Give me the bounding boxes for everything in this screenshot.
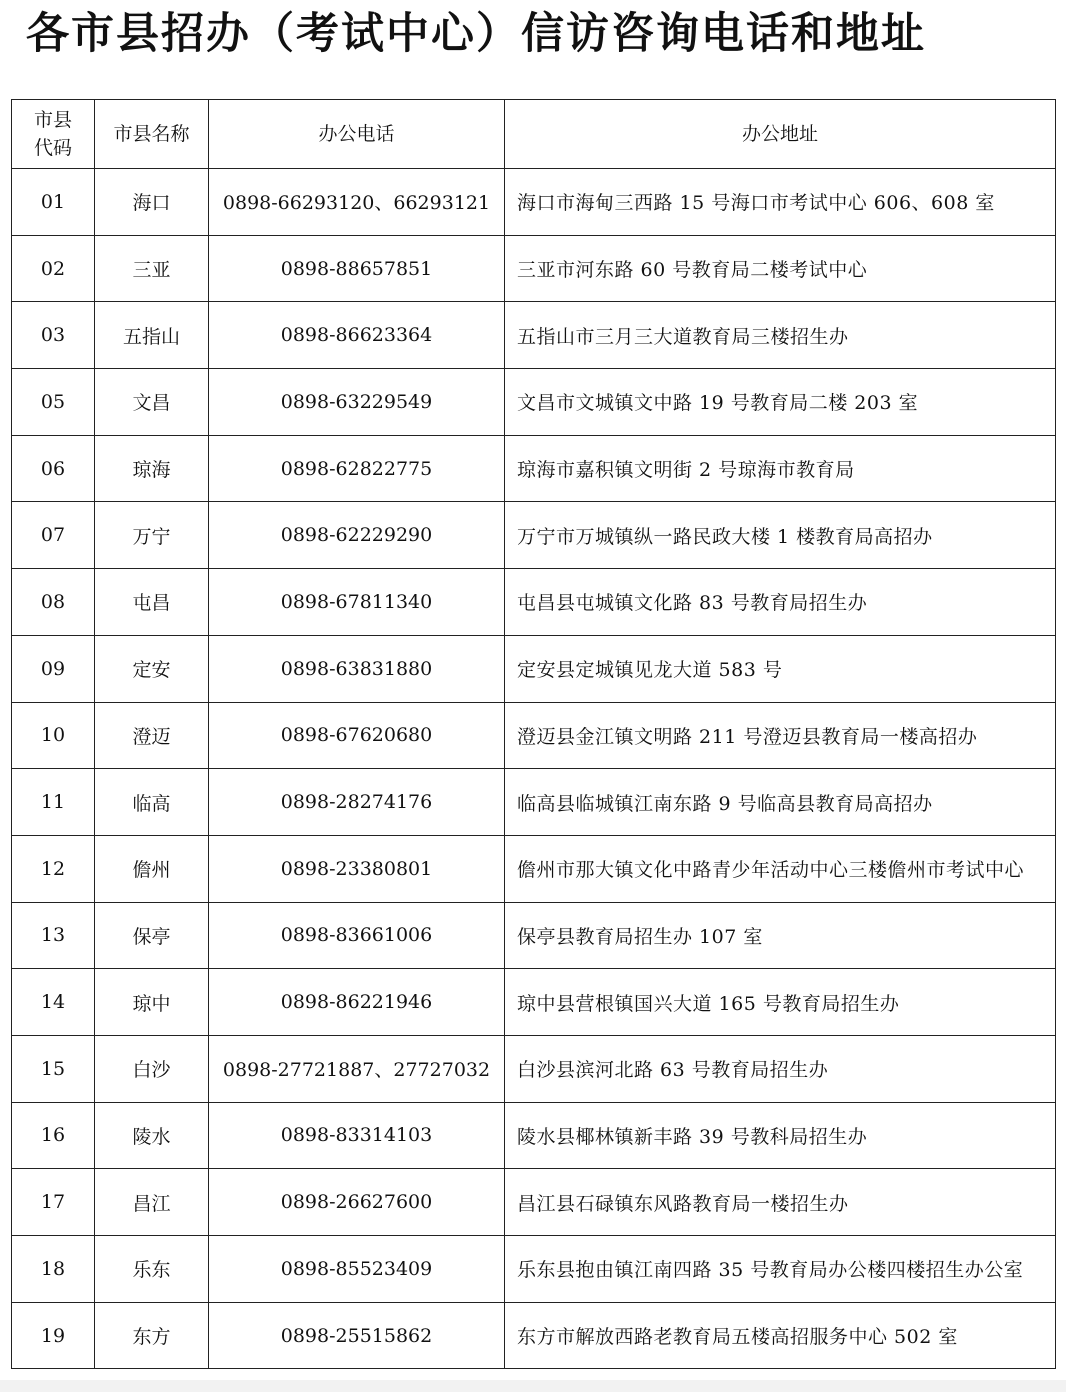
cell-address: 儋州市那大镇文化中路青少年活动中心三楼儋州市考试中心 (505, 835, 1056, 902)
table-row (12, 1302, 1056, 1369)
cell-name: 琼海 (95, 435, 209, 502)
cell-name: 儋州 (95, 835, 209, 902)
cell-code: 14 (12, 969, 95, 1036)
table-row (12, 902, 1056, 969)
cell-address: 乐东县抱由镇江南四路 35 号教育局办公楼四楼招生办公室 (505, 1236, 1056, 1303)
cell-phone: 0898-67620680 (209, 702, 505, 769)
cell-address: 文昌市文城镇文中路 19 号教育局二楼 203 室 (505, 369, 1056, 436)
cell-address: 海口市海甸三西路 15 号海口市考试中心 606、608 室 (505, 169, 1056, 236)
cell-code: 01 (12, 169, 95, 236)
header-code-line1: 市县 (33, 109, 72, 131)
page-title: 各市县招办（考试中心）信访咨询电话和地址 (26, 9, 926, 59)
cell-phone: 0898-83661006 (209, 902, 505, 969)
table-row (12, 435, 1056, 502)
cell-phone: 0898-23380801 (209, 835, 505, 902)
cell-name: 东方 (95, 1302, 209, 1369)
cell-address: 白沙县滨河北路 63 号教育局招生办 (505, 1035, 1056, 1102)
cell-name: 保亭 (95, 902, 209, 969)
cell-address: 临高县临城镇江南东路 9 号临高县教育局高招办 (505, 769, 1056, 836)
cell-phone: 0898-83314103 (209, 1102, 505, 1169)
cell-name: 文昌 (95, 369, 209, 436)
table-row (12, 169, 1056, 236)
cell-phone: 0898-27721887、27727032 (209, 1035, 505, 1102)
cell-code: 10 (12, 702, 95, 769)
cell-name: 琼中 (95, 969, 209, 1036)
cell-code: 06 (12, 435, 95, 502)
table-row (12, 635, 1056, 702)
header-code (12, 100, 95, 169)
table-row (12, 1169, 1056, 1236)
cell-code: 18 (12, 1236, 95, 1303)
cell-name: 五指山 (95, 302, 209, 369)
cell-name: 昌江 (95, 1169, 209, 1236)
cell-phone: 0898-63229549 (209, 369, 505, 436)
cell-phone: 0898-25515862 (209, 1302, 505, 1369)
cell-code: 08 (12, 569, 95, 636)
cell-phone: 0898-86221946 (209, 969, 505, 1036)
table-row (12, 302, 1056, 369)
cell-address: 五指山市三月三大道教育局三楼招生办 (505, 302, 1056, 369)
table-row (12, 702, 1056, 769)
cell-code: 07 (12, 502, 95, 569)
cell-name: 乐东 (95, 1236, 209, 1303)
table-row (12, 369, 1056, 436)
cell-code: 15 (12, 1035, 95, 1102)
cell-code: 19 (12, 1302, 95, 1369)
cell-address: 万宁市万城镇纵一路民政大楼 1 楼教育局高招办 (505, 502, 1056, 569)
table-row (12, 1102, 1056, 1169)
cell-phone: 0898-86623364 (209, 302, 505, 369)
cell-phone: 0898-62229290 (209, 502, 505, 569)
cell-name: 海口 (95, 169, 209, 236)
cell-address: 琼中县营根镇国兴大道 165 号教育局招生办 (505, 969, 1056, 1036)
cell-code: 02 (12, 235, 95, 302)
cell-phone: 0898-62822775 (209, 435, 505, 502)
header-address: 办公地址 (505, 100, 1056, 169)
cell-code: 09 (12, 635, 95, 702)
cell-name: 白沙 (95, 1035, 209, 1102)
cell-name: 定安 (95, 635, 209, 702)
table-row (12, 569, 1056, 636)
cell-address: 三亚市河东路 60 号教育局二楼考试中心 (505, 235, 1056, 302)
table-row (12, 835, 1056, 902)
table-row (12, 235, 1056, 302)
cell-name: 澄迈 (95, 702, 209, 769)
cell-code: 16 (12, 1102, 95, 1169)
table-row (12, 502, 1056, 569)
cell-phone: 0898-88657851 (209, 235, 505, 302)
table-row (12, 769, 1056, 836)
contact-table (11, 99, 1056, 1369)
cell-address: 琼海市嘉积镇文明街 2 号琼海市教育局 (505, 435, 1056, 502)
table-row (12, 969, 1056, 1036)
cell-phone: 0898-63831880 (209, 635, 505, 702)
table-row (12, 1035, 1056, 1102)
header-phone: 办公电话 (209, 100, 505, 169)
cell-code: 17 (12, 1169, 95, 1236)
cell-address: 东方市解放西路老教育局五楼高招服务中心 502 室 (505, 1302, 1056, 1369)
cell-name: 陵水 (95, 1102, 209, 1169)
cell-name: 万宁 (95, 502, 209, 569)
cell-address: 昌江县石碌镇东风路教育局一楼招生办 (505, 1169, 1056, 1236)
page-bottom-edge (0, 1380, 1066, 1392)
cell-address: 屯昌县屯城镇文化路 83 号教育局招生办 (505, 569, 1056, 636)
cell-name: 屯昌 (95, 569, 209, 636)
cell-address: 澄迈县金江镇文明路 211 号澄迈县教育局一楼高招办 (505, 702, 1056, 769)
cell-code: 03 (12, 302, 95, 369)
header-name: 市县名称 (95, 100, 209, 169)
cell-code: 12 (12, 835, 95, 902)
table-row (12, 1236, 1056, 1303)
cell-phone: 0898-85523409 (209, 1236, 505, 1303)
cell-phone: 0898-67811340 (209, 569, 505, 636)
cell-phone: 0898-26627600 (209, 1169, 505, 1236)
cell-phone: 0898-66293120、66293121 (209, 169, 505, 236)
cell-address: 定安县定城镇见龙大道 583 号 (505, 635, 1056, 702)
cell-code: 11 (12, 769, 95, 836)
cell-address: 陵水县椰林镇新丰路 39 号教科局招生办 (505, 1102, 1056, 1169)
cell-name: 临高 (95, 769, 209, 836)
header-code-line2: 代码 (33, 137, 72, 159)
cell-name: 三亚 (95, 235, 209, 302)
cell-phone: 0898-28274176 (209, 769, 505, 836)
cell-code: 05 (12, 369, 95, 436)
table-header-row (12, 100, 1056, 169)
cell-code: 13 (12, 902, 95, 969)
cell-address: 保亭县教育局招生办 107 室 (505, 902, 1056, 969)
